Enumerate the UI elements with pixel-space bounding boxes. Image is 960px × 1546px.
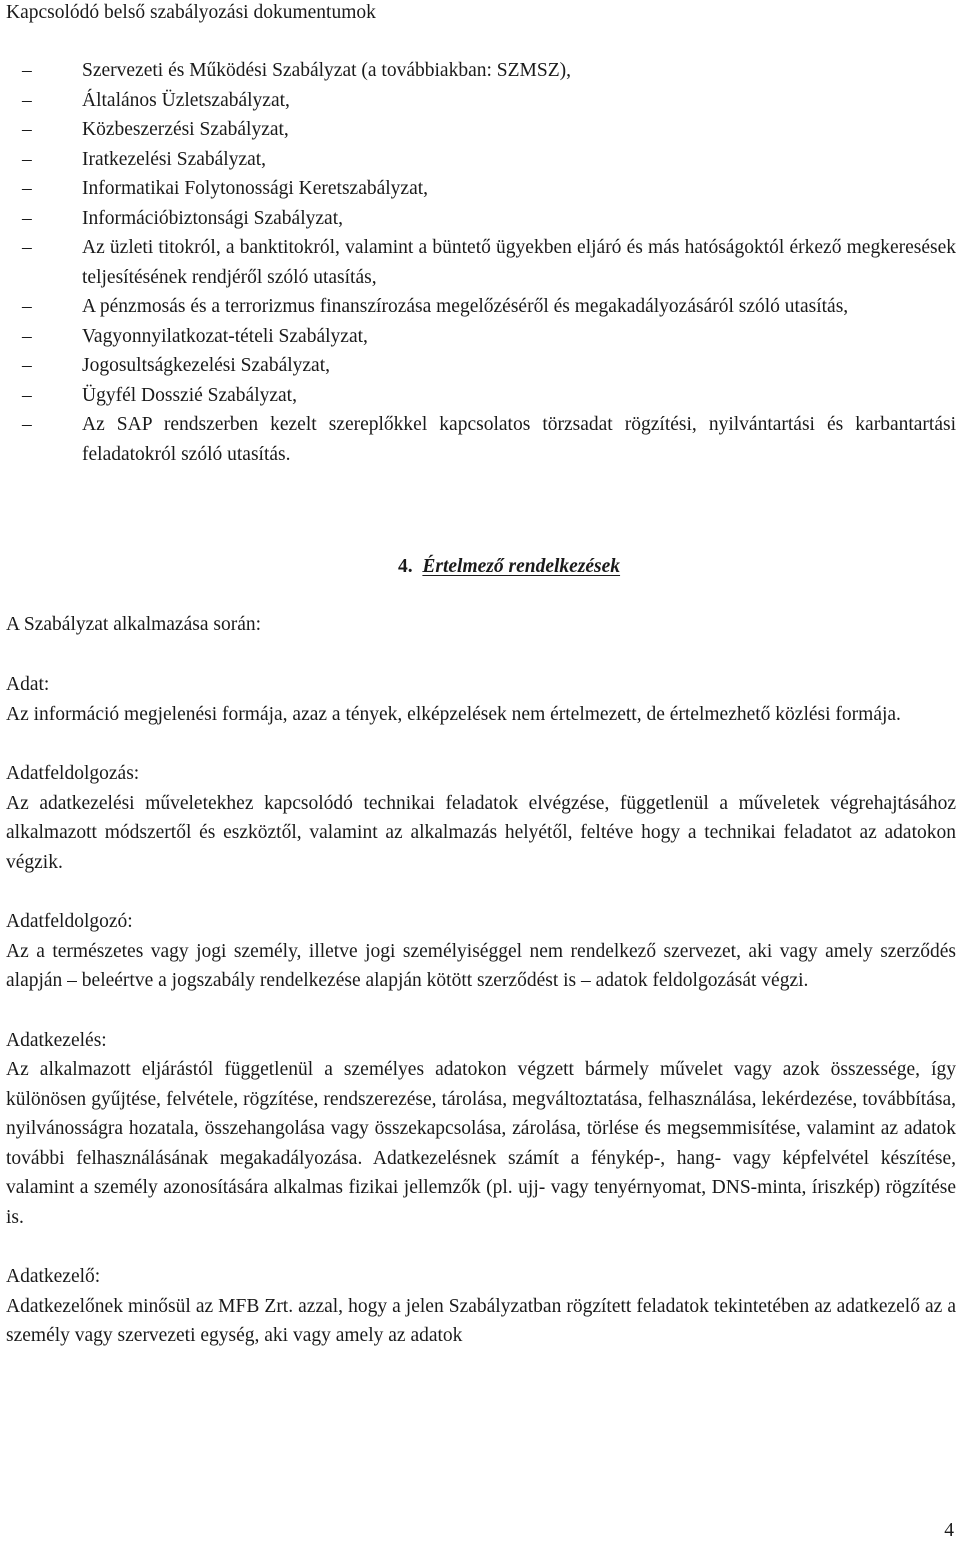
definition-term: Adat: [6,674,50,695]
list-item-text: Közbeszerzési Szabályzat, [82,119,289,140]
list-dash: – [22,89,32,111]
list-item [6,56,956,86]
definition-body: Az információ megjelenési formája, azaz a tények, elképzelések nem értelmezett, de értelmezhető közlési formája. [6,703,901,725]
list-item-text: Az SAP rendszerben kezelt szereplőkkel kapcsolatos törzsadat rögzítési, nyilvántartási és karbantartási feladatokról szóló utasítás. [82,414,956,465]
list-item [6,204,956,234]
list-item-text: Jogosultságkezelési Szabályzat, [82,355,331,376]
related-documents-heading: Kapcsolódó belső szabályozási dokumentumok [6,2,376,23]
list-item [6,145,956,175]
definition-term: Adatfeldolgozás: [6,763,140,784]
definition-term: Adatfeldolgozó: [6,911,133,932]
section-heading [398,552,620,582]
list-item-text: Szervezeti és Működési Szabályzat (a továbbiakban: SZMSZ), [82,60,571,81]
list-item [6,410,956,469]
list-dash: – [22,355,32,376]
list-item-text: Általános Üzletszabályzat, [82,89,290,111]
related-documents-list [6,56,956,469]
list-dash: – [22,384,32,406]
definition-entry [6,759,956,877]
list-dash: – [22,296,32,317]
list-dash: – [22,414,32,435]
list-item-text: Az üzleti titokról, a banktitokról, valamint a büntető ügyekben eljáró és más hatóságoktól érkező megkeresések teljesítésének rendjéről szóló utasítás, [82,237,956,288]
list-item [6,115,956,145]
section-number: 4. [398,556,413,577]
definition-entry [6,1262,956,1351]
section-title: Értelmező rendelkezések [422,556,621,577]
list-item [6,322,956,352]
list-item [6,292,956,322]
list-item [6,174,956,204]
list-item-text: Vagyonnyilatkozat-tételi Szabályzat, [82,325,368,347]
list-dash: – [22,148,32,170]
definitions-list [6,670,956,1381]
list-dash: – [22,207,32,229]
list-item [6,86,956,116]
definition-entry [6,907,956,996]
list-item [6,233,956,292]
definition-body: Az adatkezelési műveletekhez kapcsolódó technikai feladatok elvégzése, függetlenül a műveletek végrehajtásához alkalmazott módszertől és eszköztől, valamint az alkalmazás helyétől, feltéve hogy a technikai feladatot az adatokon végzik. [6,792,956,873]
list-item-text: Információbiztonsági Szabályzat, [82,207,343,229]
definition-body: Az a természetes vagy jogi személy, illetve jogi személyiséggel nem rendelkező szervezet, aki vagy amely szerződés alapján – beleértve a jogszabály rendelkezése alapján kötött szerződést is – adatok feldolgozását végzi. [6,940,956,991]
list-item-text: Ügyfél Dosszié Szabályzat, [82,384,297,406]
list-item-text: Informatikai Folytonossági Keretszabályzat, [82,178,429,199]
list-item-text: A pénzmosás és a terrorizmus finanszírozása megelőzéséről és megakadályozásáról szóló utasítás, [82,296,849,317]
definition-body: Adatkezelőnek minősül az MFB Zrt. azzal, hogy a jelen Szabályzatban rögzített feladatok tekintetében az adatkezelő az a személy vagy szervezeti egység, aki vagy amely az adatok [6,1295,956,1346]
definition-body: Az alkalmazott eljárástól függetlenül a személyes adatokon végzett bármely művelet vagy azok összessége, így különösen gyűjtése, felvétele, rögzítése, rendszerezése, tárolása, megváltoztatása, felhasználása, lekérdezése, továbbítása, nyilvánosságra hozatala, összehangolása vagy összekapcsolása, zárolása, törlése és megsemmisítése, valamint az adatok további felhasználásának megakadályozása. Adatkezelésnek számít a fénykép-, hang- vagy képfelvétel készítése, valamint a személy azonosítására alkalmas fizikai jellemzők (pl. ujj- vagy tenyérnyomat, DNS-minta, íriszkép) rögzítése is. [6,1059,956,1228]
list-item [6,381,956,411]
list-dash: – [22,60,32,81]
list-dash: – [22,119,32,140]
list-dash: – [22,237,32,258]
definition-entry [6,670,956,729]
list-item-text: Iratkezelési Szabályzat, [82,148,267,170]
page-number: 4 [944,1520,954,1541]
list-item [6,351,956,381]
list-dash: – [22,325,32,347]
definition-term: Adatkezelés: [6,1029,107,1051]
definition-entry [6,1026,956,1233]
intro-text: A Szabályzat alkalmazása során: [6,614,262,635]
list-dash: – [22,178,32,199]
definition-term: Adatkezelő: [6,1266,101,1287]
